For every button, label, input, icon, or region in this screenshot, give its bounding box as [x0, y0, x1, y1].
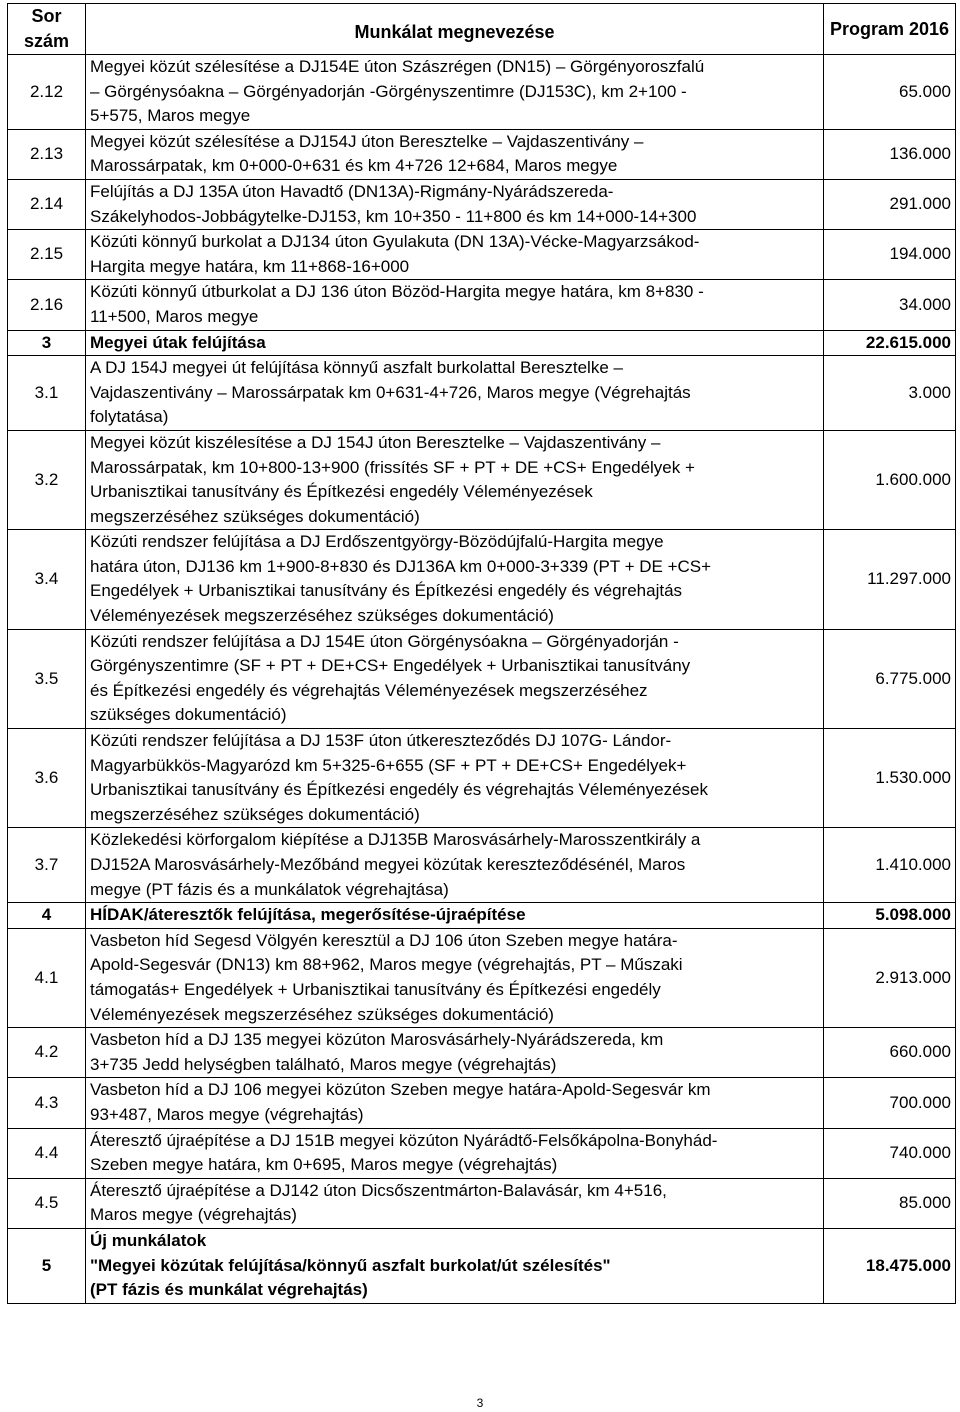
row-number: 5	[8, 1228, 86, 1303]
row-amount: 11.297.000	[824, 530, 956, 629]
row-description	[86, 1228, 824, 1303]
description-line: Szákelyhodos-Jobbágytelke-DJ153, km 10+350 - 11+800 és km 14+000-14+300	[90, 206, 697, 226]
description-line: Maros megye (végrehajtás)	[90, 1205, 297, 1225]
table-row	[8, 1128, 956, 1178]
row-number: 4.4	[8, 1128, 86, 1178]
row-number: 4.1	[8, 928, 86, 1027]
table-row	[8, 928, 956, 1027]
row-description	[86, 280, 824, 330]
table-row	[8, 430, 956, 529]
table-row	[8, 179, 956, 229]
row-number: 3	[8, 330, 86, 356]
description-line: Új munkálatok	[90, 1230, 207, 1250]
page-number: 3	[476, 1396, 484, 1410]
row-description	[86, 629, 824, 728]
row-description	[86, 430, 824, 529]
row-number: 2.16	[8, 280, 86, 330]
row-number: 3.6	[8, 729, 86, 828]
row-amount: 740.000	[824, 1128, 956, 1178]
table-row	[8, 356, 956, 431]
table-row	[8, 55, 956, 130]
description-line: HÍDAK/áteresztők felújítása, megerősítése-újraépítése	[90, 905, 526, 925]
description-line: Urbanisztikai tanusítvány és Építkezési engedély Véleményezések	[90, 482, 593, 502]
header-number: Sor szám	[8, 4, 86, 55]
row-number: 3.2	[8, 430, 86, 529]
description-line: Áteresztő újraépítése a DJ 151B megyei közúton Nyárádtő-Felsőkápolna-Bonyhád-	[90, 1130, 718, 1150]
description-line: – Görgénysóakna – Görgényadorján -Görgényszentimre (DJ153C), km 2+100 -	[90, 81, 687, 101]
row-number: 2.15	[8, 230, 86, 280]
row-amount: 22.615.000	[824, 330, 956, 356]
description-line: Áteresztő újraépítése a DJ142 úton Dicsőszentmárton-Balavásár, km 4+516,	[90, 1180, 667, 1200]
row-description	[86, 1178, 824, 1228]
table-row	[8, 330, 956, 356]
row-amount: 18.475.000	[824, 1228, 956, 1303]
description-line: megye (PT fázis és a munkálatok végrehajtása)	[90, 879, 449, 899]
description-line: és Építkezési engedély és végrehajtás Véleményezések megszerzéséhez	[90, 680, 648, 700]
description-line: 93+487, Maros megye (végrehajtás)	[90, 1104, 364, 1124]
row-number: 2.14	[8, 179, 86, 229]
description-line: Felújítás a DJ 135A úton Havadtő (DN13A)-Rigmány-Nyárádszereda-	[90, 181, 614, 201]
row-number: 4.2	[8, 1028, 86, 1078]
row-amount: 1.410.000	[824, 828, 956, 903]
description-line: határa úton, DJ136 km 1+900-8+830 és DJ136A km 0+000-3+339 (PT + DE +CS+	[90, 556, 712, 576]
description-line: Marossárpatak, km 0+000-0+631 és km 4+726 12+684, Maros megye	[90, 156, 618, 176]
row-number: 3.7	[8, 828, 86, 903]
row-description	[86, 1078, 824, 1128]
table-row	[8, 129, 956, 179]
table-row	[8, 1028, 956, 1078]
table-header-row	[8, 4, 956, 55]
row-description	[86, 356, 824, 431]
row-amount: 65.000	[824, 55, 956, 130]
description-line: Megyei útak felújítása	[90, 332, 266, 352]
row-amount: 85.000	[824, 1178, 956, 1228]
description-line: Közúti rendszer felújítása a DJ 153F úton útkereszteződés DJ 107G- Lándor-	[90, 731, 672, 751]
row-number: 3.1	[8, 356, 86, 431]
row-description	[86, 903, 824, 929]
description-line: megszerzéséhez szükséges dokumentáció)	[90, 804, 420, 824]
description-line: Marossárpatak, km 10+800-13+900 (frissítés SF + PT + DE +CS+ Engedélyek +	[90, 457, 695, 477]
table-row	[8, 530, 956, 629]
row-amount: 291.000	[824, 179, 956, 229]
description-line: "Megyei közútak felújítása/könnyű aszfalt burkolat/út szélesítés"	[90, 1255, 611, 1275]
row-description	[86, 330, 824, 356]
row-description	[86, 928, 824, 1027]
row-description	[86, 530, 824, 629]
description-line: Vasbeton híd a DJ 106 megyei közúton Szeben megye határa-Apold-Segesvár km	[90, 1080, 711, 1100]
description-line: Vajdaszentivány – Marossárpatak km 0+631-4+726, Maros megye (Végrehajtás	[90, 382, 691, 402]
description-line: Közlekedési körforgalom kiépítése a DJ135B Marosvásárhely-Marosszentkirály a	[90, 830, 701, 850]
budget-table	[7, 3, 956, 1304]
row-description	[86, 230, 824, 280]
description-line: folytatása)	[90, 407, 169, 427]
row-amount: 136.000	[824, 129, 956, 179]
row-amount: 1.600.000	[824, 430, 956, 529]
description-line: Urbanisztikai tanusítvány és Építkezési engedély és végrehajtás Véleményezések	[90, 780, 709, 800]
row-description	[86, 1128, 824, 1178]
description-line: Véleményezések megszerzéséhez szükséges dokumentáció)	[90, 606, 554, 626]
description-line: Görgényszentimre (SF + PT + DE+CS+ Engedélyek + Urbanisztikai tanusítvány	[90, 656, 691, 676]
description-line: szükséges dokumentáció)	[90, 705, 287, 725]
row-number: 3.5	[8, 629, 86, 728]
description-line: Vasbeton híd a DJ 135 megyei közúton Marosvásárhely-Nyárádszereda, km	[90, 1030, 664, 1050]
description-line: Megyei közút kiszélesítése a DJ 154J úton Beresztelke – Vajdaszentivány –	[90, 432, 661, 452]
description-line: támogatás+ Engedélyek + Urbanisztikai tanusítvány és Építkezési engedély	[90, 979, 661, 999]
row-number: 3.4	[8, 530, 86, 629]
description-line: Megyei közút szélesítése a DJ154E úton Szászrégen (DN15) – Görgényoroszfalú	[90, 57, 705, 76]
row-amount: 1.530.000	[824, 729, 956, 828]
description-line: Hargita megye határa, km 11+868-16+000	[90, 256, 410, 276]
row-number: 4.3	[8, 1078, 86, 1128]
row-number: 2.13	[8, 129, 86, 179]
table-row	[8, 1178, 956, 1228]
description-line: Közúti könnyű burkolat a DJ134 úton Gyulakuta (DN 13A)-Vécke-Magyarzsákod-	[90, 232, 700, 252]
row-description	[86, 179, 824, 229]
description-line: A DJ 154J megyei út felújítása könnyű aszfalt burkolattal Beresztelke –	[90, 358, 623, 378]
row-amount: 3.000	[824, 356, 956, 431]
row-number: 2.12	[8, 55, 86, 130]
description-line: Engedélyek + Urbanisztikai tanusítvány és Építkezési engedély és végrehajtás	[90, 581, 683, 601]
table-row	[8, 280, 956, 330]
row-number: 4	[8, 903, 86, 929]
description-line: Közúti rendszer felújítása a DJ Erdőszentgyörgy-Bözödújfalú-Hargita megye	[90, 532, 664, 552]
row-amount: 660.000	[824, 1028, 956, 1078]
row-amount: 34.000	[824, 280, 956, 330]
row-description	[86, 129, 824, 179]
description-line: Megyei közút szélesítése a DJ154J úton Beresztelke – Vajdaszentivány –	[90, 131, 644, 151]
row-amount: 2.913.000	[824, 928, 956, 1027]
description-line: Vasbeton híd Segesd Völgyén keresztül a DJ 106 úton Szeben megye határa-	[90, 930, 678, 950]
row-amount: 6.775.000	[824, 629, 956, 728]
row-amount: 700.000	[824, 1078, 956, 1128]
description-line: Szeben megye határa, km 0+695, Maros megye (végrehajtás)	[90, 1155, 558, 1175]
table-row	[8, 828, 956, 903]
description-line: 3+735 Jedd helységben található, Maros megye (végrehajtás)	[90, 1054, 557, 1074]
row-number: 4.5	[8, 1178, 86, 1228]
table-row	[8, 903, 956, 929]
table-row	[8, 629, 956, 728]
budget-table-body	[8, 4, 956, 1304]
description-line: Véleményezések megszerzéséhez szükséges dokumentáció)	[90, 1004, 554, 1024]
description-line: DJ152A Marosvásárhely-Mezőbánd megyei közútak kereszteződésénél, Maros	[90, 855, 686, 874]
description-line: Magyarbükkös-Magyarózd km 5+325-6+655 (SF + PT + DE+CS+ Engedélyek+	[90, 755, 687, 775]
description-line: Apold-Segesvár (DN13) km 88+962, Maros megye (végrehajtás, PT – Műszaki	[90, 955, 683, 975]
table-row	[8, 1228, 956, 1303]
table-row	[8, 230, 956, 280]
header-program: Program 2016	[824, 4, 956, 55]
row-description	[86, 55, 824, 130]
table-row	[8, 1078, 956, 1128]
description-line: 5+575, Maros megye	[90, 106, 251, 126]
description-line: megszerzéséhez szükséges dokumentáció)	[90, 506, 420, 526]
row-description	[86, 1028, 824, 1078]
description-line: 11+500, Maros megye	[90, 306, 259, 326]
description-line: Közúti könnyű útburkolat a DJ 136 úton Bözöd-Hargita megye határa, km 8+830 -	[90, 282, 704, 302]
description-line: (PT fázis és munkálat végrehajtás)	[90, 1280, 368, 1300]
header-work-name: Munkálat megnevezése	[86, 4, 824, 55]
description-line: Közúti rendszer felújítása a DJ 154E úton Görgénysóakna – Görgényadorján -	[90, 631, 679, 651]
row-amount: 194.000	[824, 230, 956, 280]
row-description	[86, 729, 824, 828]
row-amount: 5.098.000	[824, 903, 956, 929]
row-description	[86, 828, 824, 903]
table-row	[8, 729, 956, 828]
